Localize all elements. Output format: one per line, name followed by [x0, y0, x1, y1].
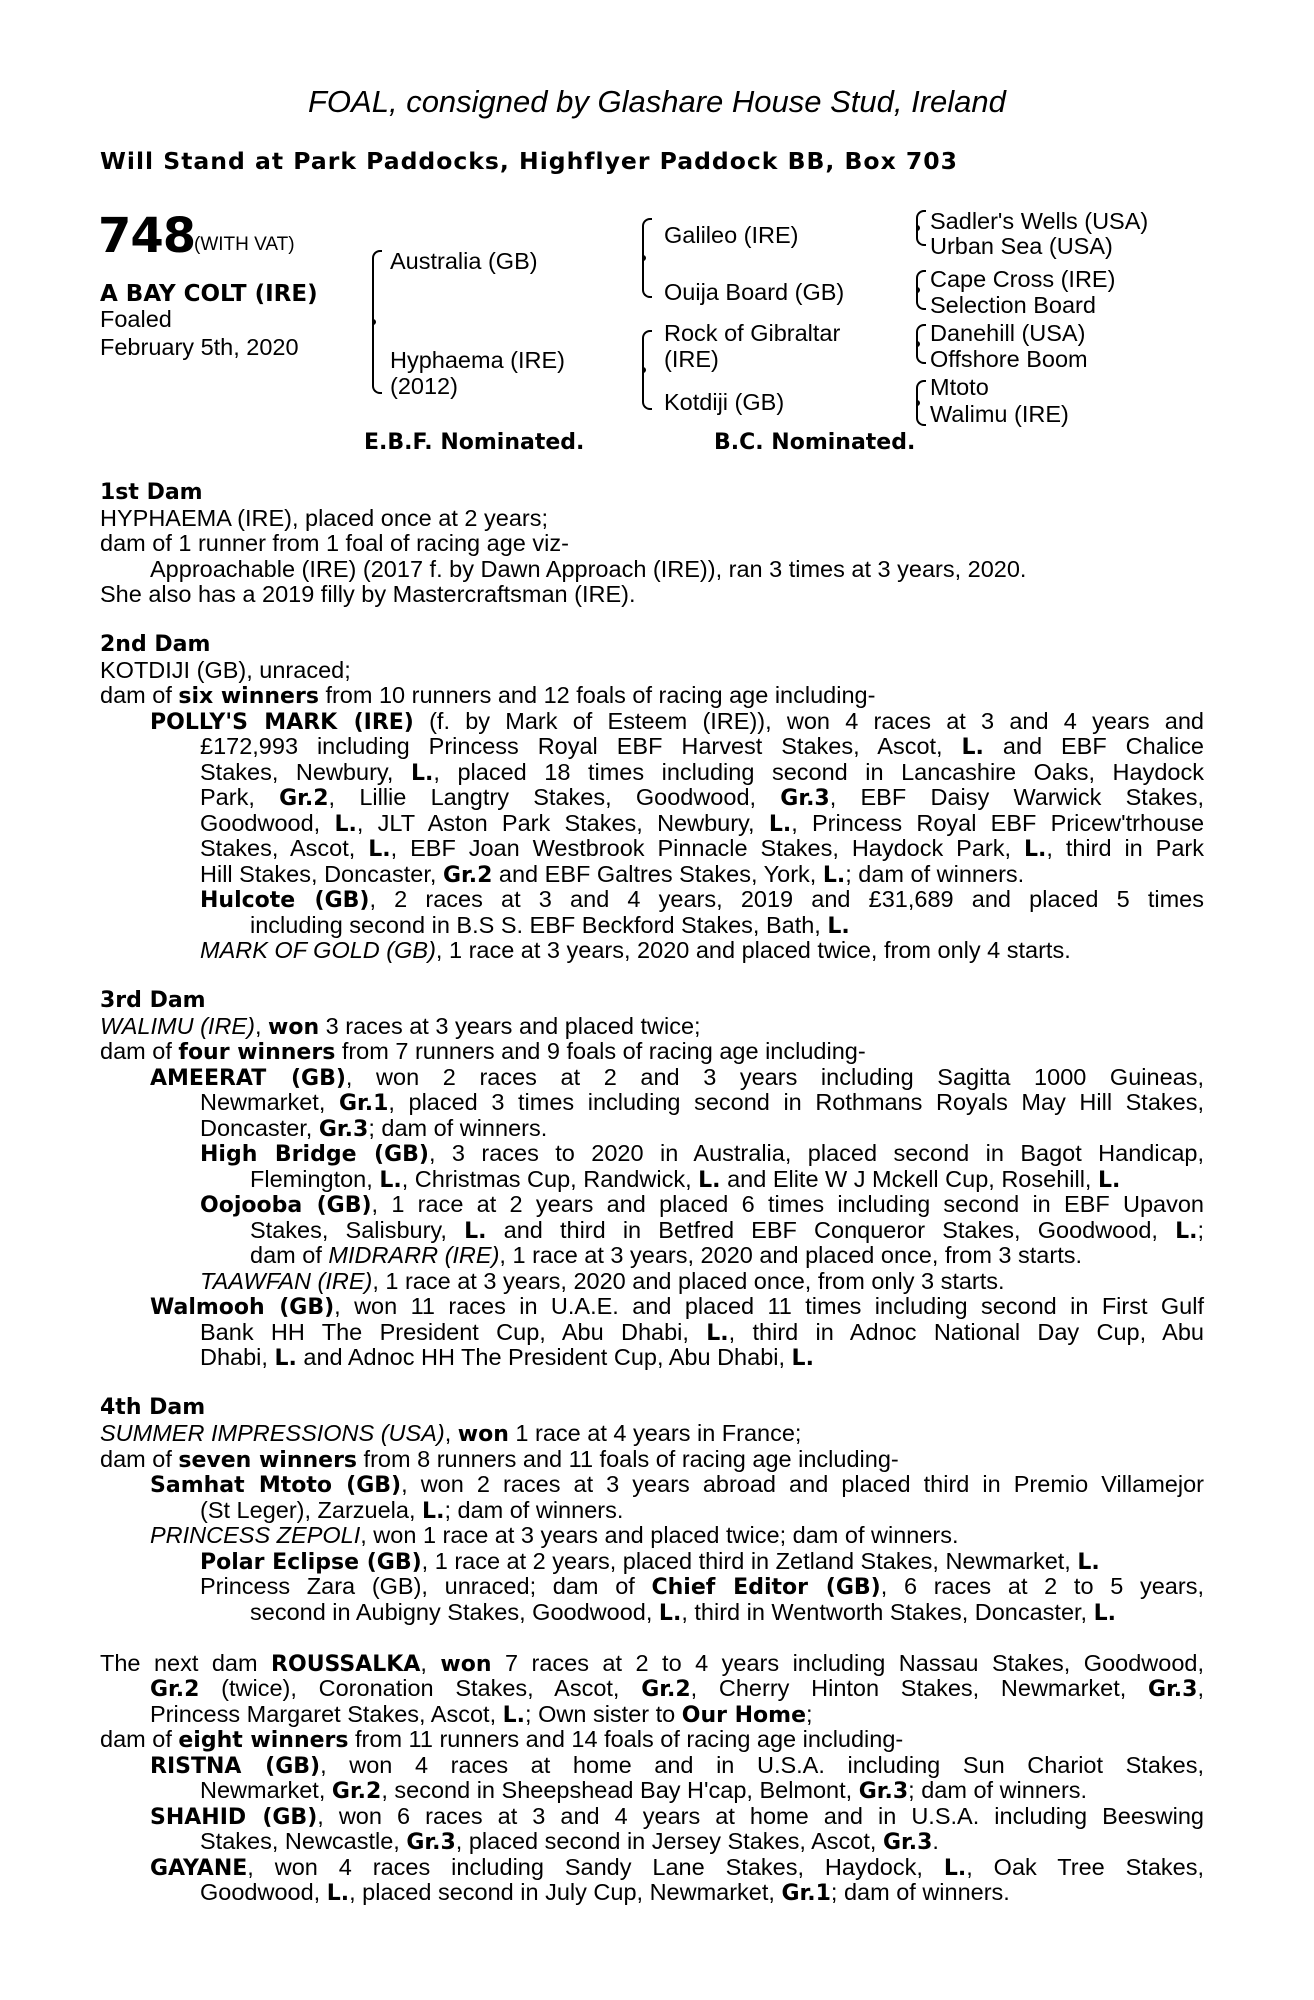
stand-location: Will Stand at Park Paddocks, Highflyer Paddock BB, Box 703	[100, 147, 958, 175]
high-bridge-entry: High Bridge (GB), 3 races to 2020 in Australia, placed second in Bagot Handicap,	[200, 1140, 1204, 1167]
ristna-entry: Newmarket, Gr.2, second in Sheepshead Bay H'cap, Belmont, Gr.3; dam of winners.	[200, 1777, 1088, 1804]
dam1-line: She also has a 2019 filly by Mastercraftsman (IRE).	[100, 581, 636, 607]
brace-sire-parents	[636, 218, 650, 298]
dam2-heading: 2nd Dam	[100, 632, 211, 657]
ebf-nominated: E.B.F. Nominated.	[364, 430, 585, 455]
polly-entry: POLLY'S MARK (IRE) (f. by Mark of Esteem (IRE)), won 4 races at 3 and 4 years and	[150, 708, 1205, 735]
gayane-entry: GAYANE, won 4 races including Sandy Lane Stakes, Haydock, L., Oak Tree Stakes,	[150, 1854, 1205, 1881]
brace-sd	[910, 270, 924, 310]
brace-sire-dam	[366, 250, 380, 394]
brace-dd	[910, 380, 924, 426]
foaled-label: Foaled	[100, 306, 172, 332]
dds: Mtoto	[930, 374, 989, 400]
dam4-heading: 4th Dam	[100, 1395, 206, 1420]
oojooba-entry: Oojooba (GB), 1 race at 2 years and placed 6 times including second in EBF Upavon	[200, 1191, 1205, 1218]
walmooh-entry: Dhabi, L. and Adnoc HH The President Cup, Abu Dhabi, L.	[200, 1344, 814, 1371]
ameerat-entry: AMEERAT (GB), won 2 races at 2 and 3 years including Sagitta 1000 Guineas,	[150, 1064, 1204, 1091]
samhat-entry: Samhat Mtoto (GB), won 2 races at 3 years abroad and placed third in Premio Villamejor	[150, 1471, 1204, 1498]
sire: Australia (GB)	[390, 248, 538, 274]
brace-ss	[910, 210, 924, 246]
walmooh-entry: Walmooh (GB), won 11 races in U.A.E. and placed 11 times including second in First Gulf	[150, 1293, 1204, 1320]
walmooh-entry: Bank HH The President Cup, Abu Dhabi, L., third in Adnoc National Day Cup, Abu	[200, 1319, 1204, 1346]
polly-entry: Stakes, Ascot, L., EBF Joan Westbrook Pinnacle Stakes, Haydock Park, L., third in Park	[200, 835, 1205, 862]
dsd: Offshore Boom	[930, 346, 1088, 372]
dam1-line: Approachable (IRE) (2017 f. by Dawn Approach (IRE)), ran 3 times at 3 years, 2020.	[150, 556, 1027, 582]
bc-nominated: B.C. Nominated.	[714, 430, 916, 455]
dam4-line: SUMMER IMPRESSIONS (USA), won 1 race at 4 years in France;	[100, 1420, 802, 1447]
mark-of-gold-entry: MARK OF GOLD (GB), 1 race at 3 years, 2020 and placed twice, from only 4 starts.	[200, 937, 1071, 963]
dam-sire: Rock of Gibraltar	[664, 320, 841, 346]
princess-zara-entry: Princess Zara (GB), unraced; dam of Chief Editor (GB), 6 races at 2 to 5 years,	[200, 1573, 1204, 1600]
next-dam-line: dam of eight winners from 11 runners and 14 foals of racing age including-	[100, 1726, 904, 1753]
polly-entry: £172,993 including Princess Royal EBF Harvest Stakes, Ascot, L. and EBF Chalice	[200, 733, 1205, 760]
sss: Sadler's Wells (USA)	[930, 208, 1149, 234]
dam3-line: dam of four winners from 7 runners and 9 foals of racing age including-	[100, 1038, 866, 1065]
polly-entry: Park, Gr.2, Lillie Langtry Stakes, Goodwood, Gr.3, EBF Daisy Warwick Stakes,	[200, 784, 1204, 811]
dam: Hyphaema (IRE)	[390, 347, 565, 373]
vat-note: (WITH VAT)	[194, 234, 295, 255]
dam1-line: dam of 1 runner from 1 foal of racing age viz-	[100, 530, 569, 556]
polly-entry: Stakes, Newbury, L., placed 18 times including second in Lancashire Oaks, Haydock	[200, 759, 1204, 786]
ameerat-entry: Doncaster, Gr.3; dam of winners.	[200, 1115, 548, 1142]
ristna-entry: RISTNA (GB), won 4 races at home and in U.S.A. including Sun Chariot Stakes,	[150, 1752, 1205, 1779]
lot-number: 748	[98, 208, 196, 264]
princess-zepoli-entry: PRINCESS ZEPOLI, won 1 race at 3 years and placed twice; dam of winners.	[150, 1522, 959, 1548]
samhat-entry: (St Leger), Zarzuela, L.; dam of winners.	[200, 1497, 624, 1524]
dam2-line: KOTDIJI (GB), unraced;	[100, 657, 351, 683]
high-bridge-entry: Flemington, L., Christmas Cup, Randwick, L. and Elite W J Mckell Cup, Rosehill, L.	[250, 1166, 1121, 1193]
brace-ds	[910, 324, 924, 364]
sire-sire: Galileo (IRE)	[664, 222, 799, 248]
princess-zara-entry: second in Aubigny Stakes, Goodwood, L., third in Wentworth Stakes, Doncaster, L.	[250, 1599, 1117, 1626]
dam4-line: dam of seven winners from 8 runners and 11 foals of racing age including-	[100, 1446, 899, 1473]
dam-sire-country: (IRE)	[664, 346, 719, 372]
lot-name: A BAY COLT (IRE)	[100, 281, 318, 307]
consignor-title: FOAL, consigned by Glashare House Stud, Ireland	[308, 84, 1006, 119]
dam3-heading: 3rd Dam	[100, 988, 206, 1013]
sire-dam: Ouija Board (GB)	[664, 279, 845, 305]
polly-entry: Goodwood, L., JLT Aston Park Stakes, Newbury, L., Princess Royal EBF Pricew'trhouse	[200, 810, 1205, 837]
polly-entry: Hill Stakes, Doncaster, Gr.2 and EBF Galtres Stakes, York, L.; dam of winners.	[200, 861, 1025, 888]
oojooba-entry: Stakes, Salisbury, L. and third in Betfred EBF Conqueror Stakes, Goodwood, L.;	[250, 1217, 1204, 1244]
next-dam-line: The next dam ROUSSALKA, won 7 races at 2 to 4 years including Nassau Stakes, Goodwood,	[100, 1650, 1204, 1677]
sdd: Selection Board	[930, 292, 1096, 318]
taawfan-entry: TAAWFAN (IRE), 1 race at 3 years, 2020 and placed once, from only 3 starts.	[200, 1268, 1005, 1294]
dam1-heading: 1st Dam	[100, 480, 203, 505]
sds: Cape Cross (IRE)	[930, 266, 1116, 292]
oojooba-entry: dam of MIDRARR (IRE), 1 race at 3 years, 2020 and placed once, from 3 starts.	[250, 1242, 1083, 1268]
dam-year: (2012)	[390, 373, 458, 399]
ssd: Urban Sea (USA)	[930, 233, 1113, 259]
ddd: Walimu (IRE)	[930, 401, 1069, 427]
dam1-line: HYPHAEMA (IRE), placed once at 2 years;	[100, 505, 548, 531]
hulcote-entry: Hulcote (GB), 2 races at 3 and 4 years, 2019 and £31,689 and placed 5 times	[200, 886, 1204, 913]
next-dam-line: Gr.2 (twice), Coronation Stakes, Ascot, Gr.2, Cherry Hinton Stakes, Newmarket, Gr.3,	[150, 1675, 1204, 1702]
next-dam-line: Princess Margaret Stakes, Ascot, L.; Own sister to Our Home;	[150, 1701, 813, 1728]
dam2-line: dam of six winners from 10 runners and 12 foals of racing age including-	[100, 682, 876, 709]
dam-dam: Kotdiji (GB)	[664, 389, 785, 415]
dss: Danehill (USA)	[930, 320, 1086, 346]
gayane-entry: Goodwood, L., placed second in July Cup, Newmarket, Gr.1; dam of winners.	[200, 1879, 1010, 1906]
dam3-line: WALIMU (IRE), won 3 races at 3 years and placed twice;	[100, 1013, 701, 1040]
shahid-entry: Stakes, Newcastle, Gr.3, placed second in Jersey Stakes, Ascot, Gr.3.	[200, 1828, 939, 1855]
hulcote-entry: including second in B.S S. EBF Beckford Stakes, Bath, L.	[250, 912, 850, 939]
shahid-entry: SHAHID (GB), won 6 races at 3 and 4 years at home and in U.S.A. including Beeswing	[150, 1803, 1204, 1830]
polar-eclipse-entry: Polar Eclipse (GB), 1 race at 2 years, placed third in Zetland Stakes, Newmarket, L.	[200, 1548, 1100, 1575]
foaled-date: February 5th, 2020	[100, 334, 299, 360]
ameerat-entry: Newmarket, Gr.1, placed 3 times including second in Rothmans Royals May Hill Stakes,	[200, 1089, 1204, 1116]
brace-dam-parents	[636, 330, 650, 410]
